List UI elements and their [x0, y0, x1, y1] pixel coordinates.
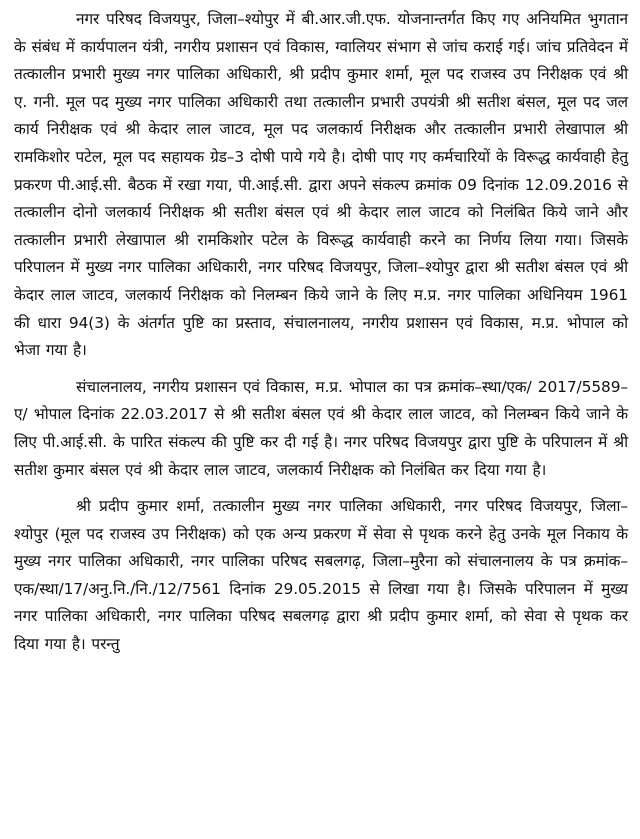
paragraph-service-termination: श्री प्रदीप कुमार शर्मा, तत्कालीन मुख्य नगर पालिका अधिकारी, नगर परिषद विजयपुर, जिला–श्योपुर (मूल पद राजस्व उप निरीक्षक) को एक अन्य प्रकरण में सेवा से पृथक करने हेतु उनके मूल निकाय के मुख्य नगर पालिका अधिकारी, नगर पालिका परिषद सबलगढ़, जिला–मुरैना को संचालनालय के पत्र क्रमांक–एक/स्था/17/अनु.नि./नि./12/7561 दिनांक 29.05.2015 से लिखा गया है। जिसके परिपालन में मुख्य नगर पालिका अधिकारी, नगर पालिका परिषद सबलगढ़ द्वारा श्री प्रदीप कुमार शर्मा, को सेवा से पृथक कर दिया गया है। परन्तु [14, 497, 628, 654]
paragraph-suspension-confirmation: संचालनालय, नगरीय प्रशासन एवं विकास, म.प्र. भोपाल का पत्र क्रमांक–स्था/एक/ 2017/5589–ए/ भोपाल दिनांक 22.03.2017 से श्री सतीश बंसल एवं श्री केदार लाल जाटव, को निलम्बन किये जाने के लिए पी.आई.सी. के पारित संकल्प की पुष्टि कर दी गई है। नगर परिषद विजयपुर द्वारा पुष्टि के परिपालन में श्री सतीश कुमार बंसल एवं श्री केदार लाल जाटव, जलकार्य निरीक्षक को निलंबित कर दिया गया है। [14, 377, 628, 479]
paragraph-investigation: नगर परिषद विजयपुर, जिला–श्योपुर में बी.आर.जी.एफ. योजनान्तर्गत किए गए अनियमित भुगतान के संबंध में कार्यपालन यंत्री, नगरीय प्रशासन एवं विकास, ग्वालियर संभाग से जांच कराई गई। जांच प्रतिवेदन में तत्कालीन प्रभारी मुख्य नगर पालिका अधिकारी, श्री प्रदीप कुमार शर्मा, मूल पद राजस्व उप निरीक्षक एवं श्री ए. गनी. मूल पद मुख्य नगर पालिका अधिकारी तथा तत्कालीन प्रभारी उपयंत्री श्री सतीश बंसल, मूल पद जल कार्य निरीक्षक एवं श्री केदार लाल जाटव, मूल पद जलकार्य निरीक्षक और तत्कालीन प्रभारी लेखापाल श्री रामकिशोर पटेल, मूल पद सहायक ग्रेड–3 दोषी पाये गये है। दोषी पाए गए कर्मचारियों के विरूद्ध कार्यवाही हेतु प्रकरण पी.आई.सी. बैठक में रखा गया, पी.आई.सी. द्वारा अपने संकल्प क्रमांक 09 दिनांक 12.09.2016 से तत्कालीन दोनो जलकार्य निरीक्षक श्री सतीश बंसल एवं श्री केदार लाल जाटव को निलंबित किये जाने और तत्कालीन प्रभारी लेखापाल श्री रामकिशोर पटेल के विरूद्ध कार्यवाही करने का निर्णय लिया गया। जिसके परिपालन में मुख्य नगर पालिका अधिकारी, नगर परिषद विजयपुर, जिला–श्योपुर द्वारा श्री सतीश बंसल एवं श्री केदार लाल जाटव, जलकार्य निरीक्षक को निलम्बन किये जाने के लिए म.प्र. नगर पालिका अधिनियम 1961 की धारा 94(3) के अंतर्गत पुष्टि का प्रस्ताव, संचालनालय, नगरीय प्रशासन एवं विकास, म.प्र. भोपाल को भेजा गया है। [14, 10, 628, 360]
